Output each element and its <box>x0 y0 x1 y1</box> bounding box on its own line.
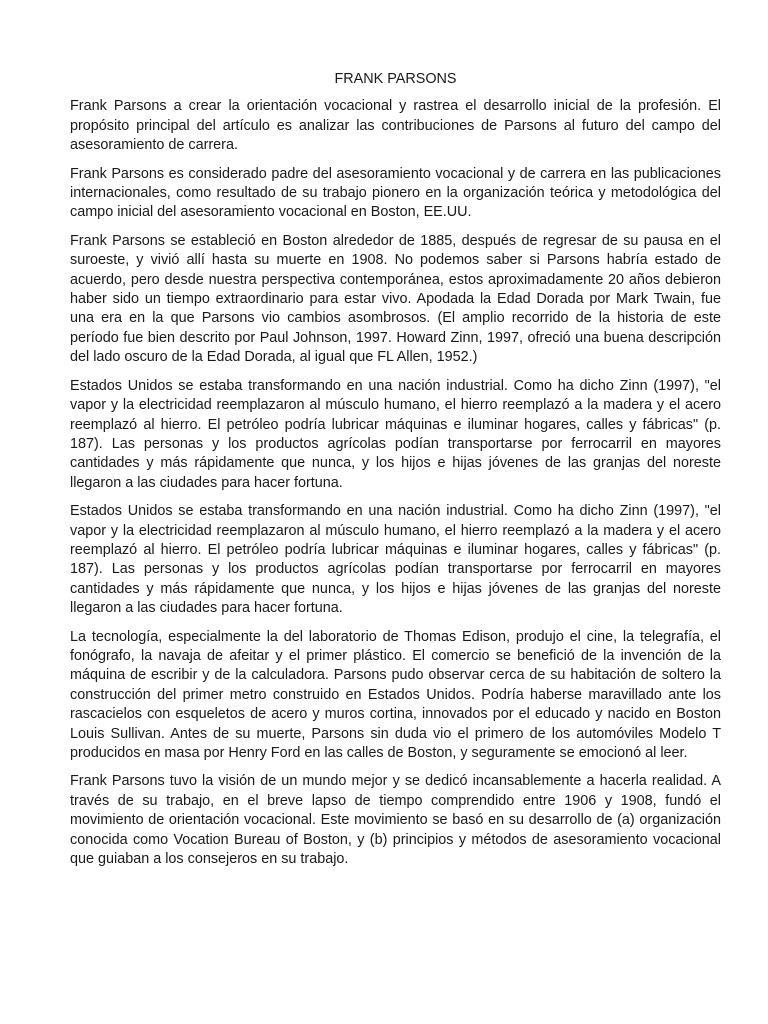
paragraph-6: La tecnología, especialmente la del laboratorio de Thomas Edison, produjo el cine, la telegrafía, el fonógrafo, la navaja de afeitar y el primer plástico. El comercio se benefició de la invención de la máquina de escribir y de la calculadora. Parsons pudo observar cerca de su habitación de soltero la construcción del primer metro construido en Estados Unidos. Podría haberse maravillado ante los rascacielos con esqueletos de acero y muros cortina, innovados por el educado y nacido en Boston Louis Sullivan. Antes de su muerte, Parsons sin duda vio el primero de los automóviles Modelo T producidos en masa por Henry Ford en las calles de Boston, y seguramente se emocionó al leer. <box>70 628 721 761</box>
paragraph-7: Frank Parsons tuvo la visión de un mundo mejor y se dedicó incansablemente a hacerla realidad. A través de su trabajo, en el breve lapso de tiempo comprendido entre 1906 y 1908, fundó el movimiento de orientación vocacional. Este movimiento se basó en su desarrollo de (a) organización conocida como Vocation Bureau of Boston, y (b) principios y métodos de asesoramiento vocacional que guiaban a los consejeros en su trabajo. <box>70 773 721 868</box>
paragraph-5: Estados Unidos se estaba transformando en una nación industrial. Como ha dicho Zinn (1997), "el vapor y la electricidad reemplazaron al músculo humano, el hierro reemplazó a la madera y el acero reemplazó al hierro. El petróleo podría lubricar máquinas e iluminar hogares, calles y fábricas" (p. 187). Las personas y los productos agrícolas podían transportarse por ferrocarril en mayores cantidades y más rápidamente que nunca, y los hijos e hijas jóvenes de las granjas del noreste llegaron a las ciudades para hacer fortuna. <box>70 503 721 617</box>
paragraph-2: Frank Parsons es considerado padre del asesoramiento vocacional y de carrera en las publicaciones internacionales, como resultado de su trabajo pionero en la organización teórica y metodológica del campo inicial del asesoramiento vocacional en Boston, EE.UU. <box>70 165 721 221</box>
paragraph-4: Estados Unidos se estaba transformando en una nación industrial. Como ha dicho Zinn (1997), "el vapor y la electricidad reemplazaron al músculo humano, el hierro reemplazó a la madera y el acero reemplazó al hierro. El petróleo podría lubricar máquinas e iluminar hogares, calles y fábricas" (p. 187). Las personas y los productos agrícolas podían transportarse por ferrocarril en mayores cantidades y más rápidamente que nunca, y los hijos e hijas jóvenes de las granjas del noreste llegaron a las ciudades para hacer fortuna. <box>70 377 721 491</box>
paragraph-1: Frank Parsons a crear la orientación vocacional y rastrea el desarrollo inicial de la profesión. El propósito principal del artículo es analizar las contribuciones de Parsons al futuro del campo del asesoramiento de carrera. <box>70 98 721 154</box>
document-page <box>70 70 721 878</box>
document-title: FRANK PARSONS <box>334 71 457 87</box>
paragraph-3: Frank Parsons se estableció en Boston alrededor de 1885, después de regresar de su pausa en el suroeste, y vivió allí hasta su muerte en 1908. No podemos saber si Parsons habría estado de acuerdo, pero desde nuestra perspectiva contemporánea, estos aproximadamente 20 años debieron haber sido un tiempo extraordinario para estar vivo. Apodada la Edad Dorada por Mark Twain, fue una era en la que Parsons vio cambios asombrosos. (El amplio recorrido de la historia de este período fue bien descrito por Paul Johnson, 1997. Howard Zinn, 1997, ofreció una buena descripción del lado oscuro de la Edad Dorada, al igual que FL Allen, 1952.) <box>70 232 721 366</box>
